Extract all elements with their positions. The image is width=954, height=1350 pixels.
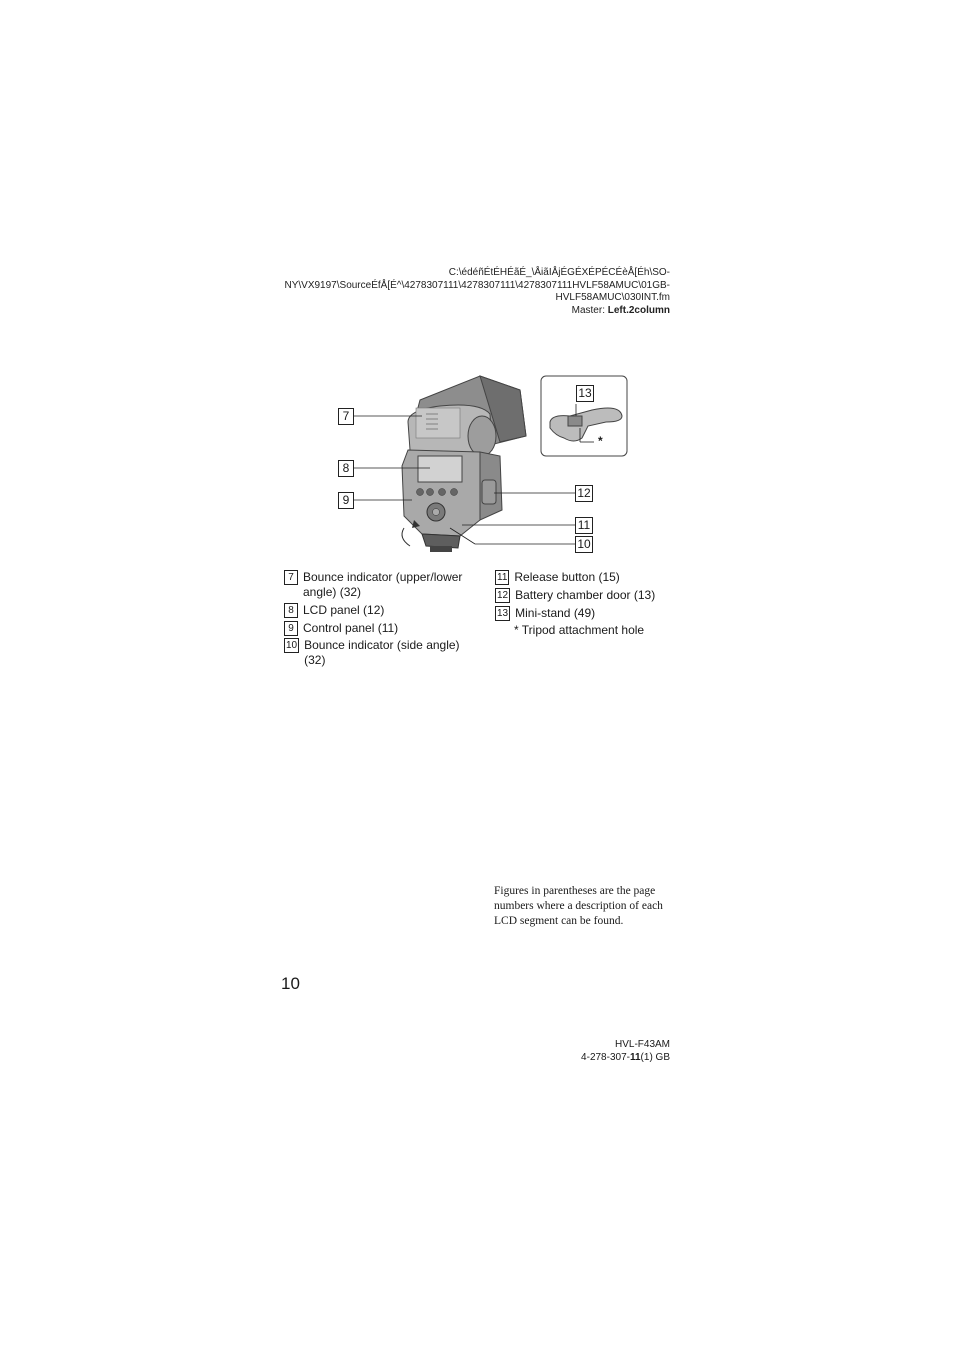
legend-text: Battery chamber door (13) — [515, 588, 656, 602]
legend-text: Control panel (11) — [303, 621, 399, 635]
legend-text: Bounce indicator (side angle) — [304, 638, 460, 652]
legend-text: Mini-stand (49) — [515, 606, 596, 620]
legend-item — [495, 570, 620, 585]
legend-num: 9 — [284, 621, 298, 636]
legend-text: Bounce indicator (upper/lower — [303, 570, 463, 584]
parentheses-note: Figures in parentheses are the page numbers where a description of each LCD segment can be found. — [494, 885, 663, 927]
footer-code-bold: 11 — [629, 1051, 641, 1063]
header-master-label: Master: — [571, 304, 605, 316]
footer-code-prefix: 4-278-307- — [581, 1051, 630, 1063]
header-path-line-3: HVLF58AMUC\030INT.fm — [555, 292, 670, 303]
legend-item — [284, 638, 479, 668]
callout-11: 11 — [575, 517, 593, 534]
footer — [581, 1039, 670, 1064]
page-number: 10 — [281, 974, 300, 993]
legend-num: 11 — [497, 572, 508, 583]
callout-7: 7 — [338, 408, 354, 425]
callout-10: 10 — [575, 536, 593, 553]
legend-num: 8 — [284, 603, 298, 618]
callout-13: 13 — [576, 385, 594, 402]
legend-num: 12 — [497, 590, 509, 601]
callout-9: 9 — [338, 492, 354, 509]
header-path-line-2: NY\VX9197\SourceÉfÅ[É^\4278307111\4278307111\4278307111HVLF58AMUC\01GB- — [284, 279, 670, 291]
legend-item — [284, 603, 384, 618]
legend-text: Release button (15) — [514, 570, 620, 584]
legend-item-footnote — [514, 623, 644, 638]
legend-item — [495, 588, 655, 603]
legend-item — [495, 606, 595, 621]
footer-model: HVL-F43AM — [614, 1039, 670, 1050]
header-path-line-1: C:\édéñÉtÉHÉãÉ_\ÅiãIÅjÉGÉXÉPÉCÉèÅ[Éh\SO- — [448, 267, 670, 278]
callout-8: 8 — [338, 460, 354, 477]
header-master-value: Left.2column — [607, 304, 670, 316]
legend-text: * Tripod attachment hole — [514, 623, 645, 637]
callout-12: 12 — [575, 485, 593, 502]
legend-text: LCD panel (12) — [303, 603, 385, 617]
asterisk-marker: * — [598, 434, 603, 448]
legend-num: 13 — [497, 608, 509, 619]
legend-num: 7 — [284, 570, 298, 585]
legend-text-cont: angle) (32) — [303, 585, 362, 599]
legend-item — [284, 621, 398, 636]
legend-item — [284, 570, 479, 600]
legend-num: 10 — [286, 640, 298, 651]
footer-code — [581, 1052, 670, 1065]
footer-code-suffix: (1) GB — [640, 1051, 670, 1063]
legend-text-cont: (32) — [304, 653, 326, 667]
